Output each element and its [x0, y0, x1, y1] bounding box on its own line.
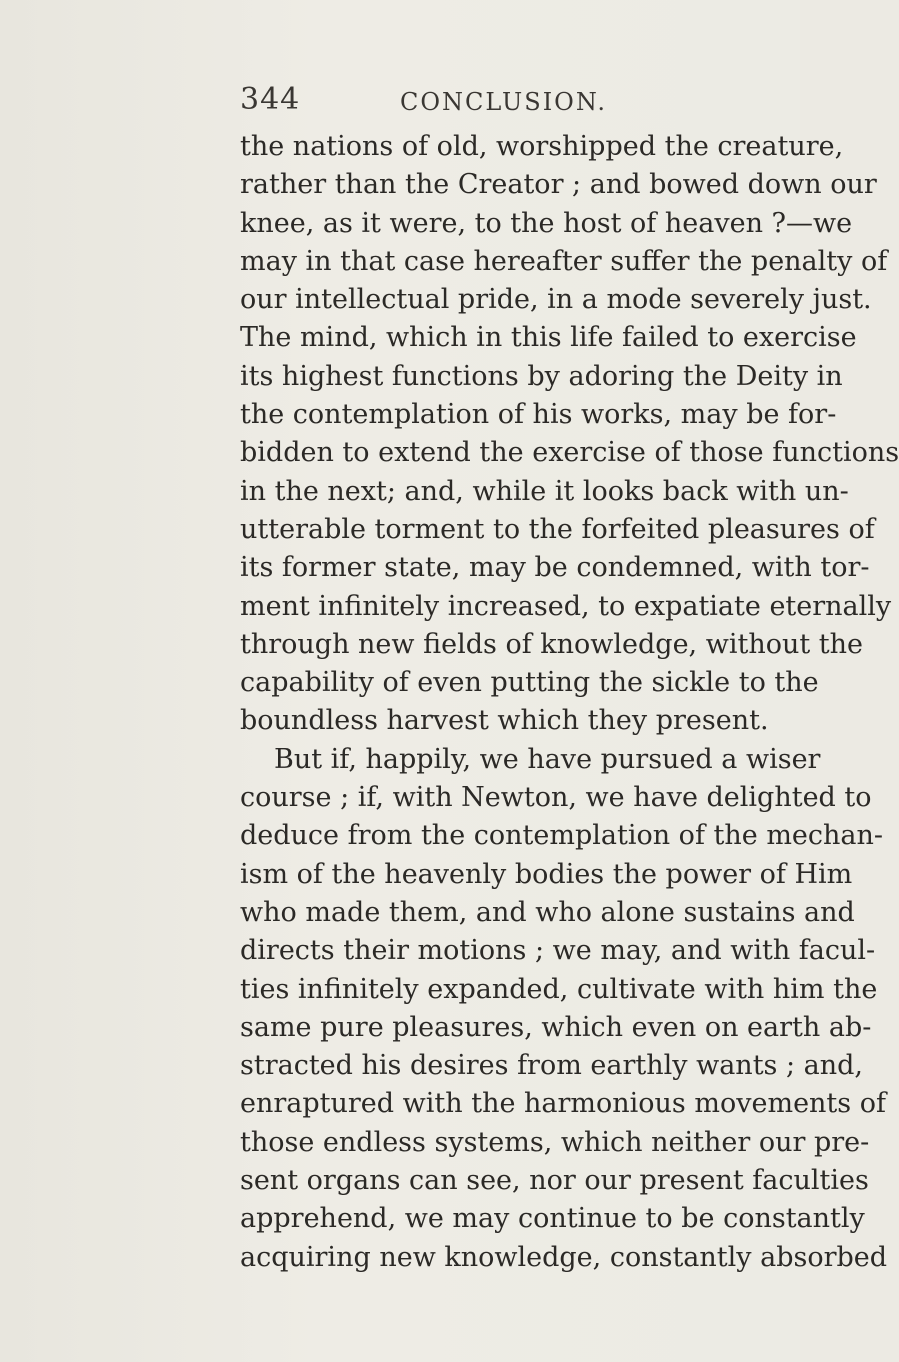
body-text — [240, 128, 899, 1277]
text-line: The mind, which in this life failed to exercise — [240, 322, 857, 354]
text-line: ment infinitely increased, to expatiate eternally — [240, 590, 892, 622]
text-line: directs their motions ; we may, and with facul- — [240, 935, 876, 967]
text-line: through new fields of knowledge, without the — [240, 628, 864, 660]
text-line: course ; if, with Newton, we have delighted to — [240, 782, 872, 814]
text-line: capability of even putting the sickle to the — [240, 667, 819, 699]
text-line: those endless systems, which neither our pre- — [240, 1126, 870, 1158]
text-line: in the next; and, while it looks back with un- — [240, 475, 849, 507]
text-line: same pure pleasures, which even on earth ab- — [240, 1011, 872, 1043]
text-line: utterable torment to the forfeited pleasures of — [240, 513, 875, 545]
text-line: who made them, and who alone sustains and — [240, 896, 855, 928]
text-line: the contemplation of his works, may be for- — [240, 399, 837, 431]
text-line: acquiring new knowledge, constantly absorbed — [240, 1241, 888, 1273]
text-line: rather than the Creator ; and bowed down our — [240, 169, 877, 201]
text-line: apprehend, we may continue to be constantly — [240, 1203, 865, 1235]
text-line: bidden to extend the exercise of those functions — [240, 437, 899, 469]
text-line: deduce from the contemplation of the mechan- — [240, 820, 884, 852]
paragraph-start-line: But if, happily, we have pursued a wiser — [274, 743, 821, 775]
text-line: ties infinitely expanded, cultivate with him the — [240, 973, 878, 1005]
text-line: may in that case hereafter suffer the penalty of — [240, 245, 888, 277]
text-line: sent organs can see, nor our present faculties — [240, 1165, 869, 1197]
text-line: boundless harvest which they present. — [240, 705, 769, 737]
running-head: CONCLUSION. — [400, 88, 607, 116]
text-line: its former state, may be condemned, with tor- — [240, 552, 870, 584]
page-number: 344 — [240, 82, 301, 117]
text-line: ism of the heavenly bodies the power of Him — [240, 858, 853, 890]
text-line: enraptured with the harmonious movements of — [240, 1088, 886, 1120]
page-header — [240, 82, 760, 118]
text-line: the nations of old, worshipped the creature, — [240, 131, 844, 162]
text-line: knee, as it were, to the host of heaven ?—we — [240, 207, 853, 239]
text-line: our intellectual pride, in a mode severely just. — [240, 284, 872, 316]
text-line: its highest functions by adoring the Deity in — [240, 360, 843, 392]
text-line: stracted his desires from earthly wants ; and, — [240, 1050, 864, 1082]
